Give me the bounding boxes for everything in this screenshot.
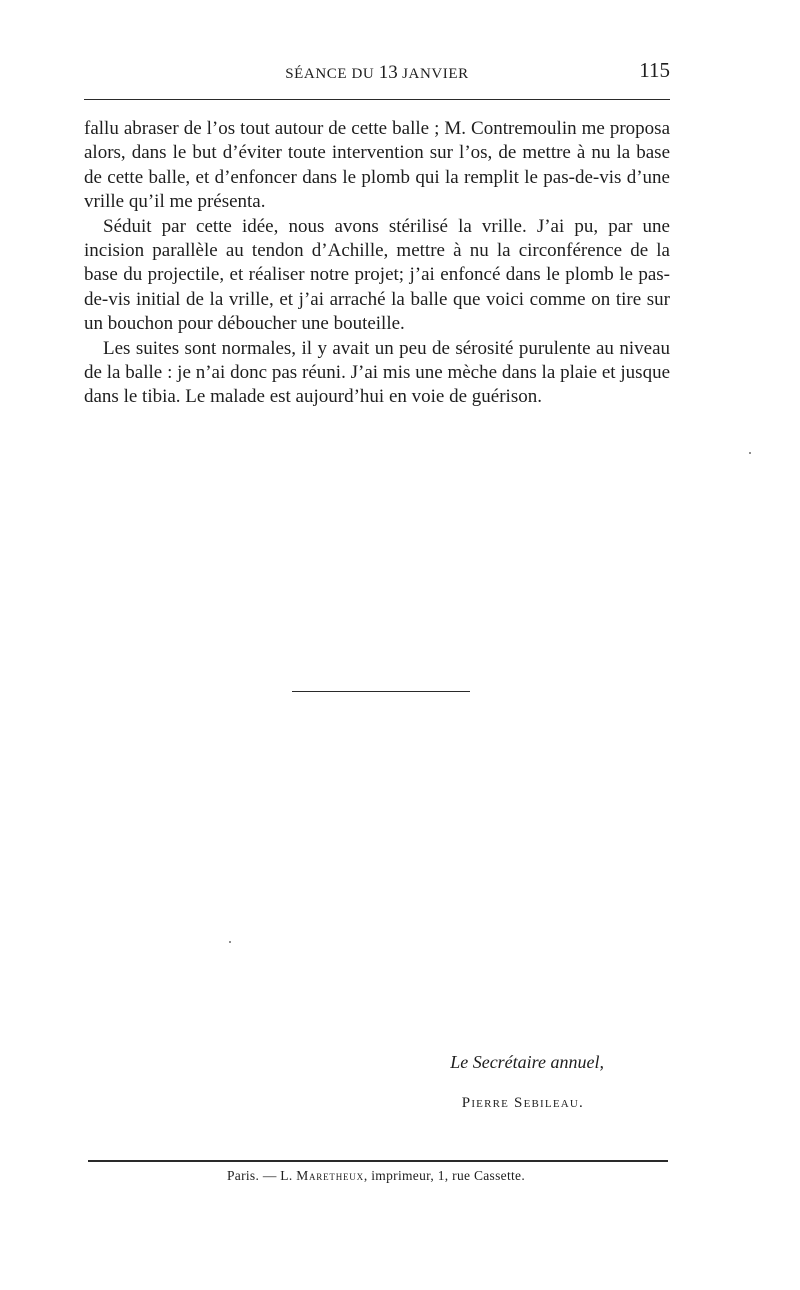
imprint-printer-name: Maretheux — [296, 1168, 364, 1183]
imprint-address: , imprimeur, 1, rue Cassette. — [363, 1168, 526, 1183]
running-head — [84, 58, 670, 88]
body-text — [84, 117, 670, 410]
paragraph: Séduit par cette idée, nous avons stérilisé la vrille. J’ai pu, par une incision parallèle au tendon d’Achille, mettre à nu la circonférence de la base du projectile, et réaliser notre projet; j’ai enfoncé dans le plomb le pas-de-vis initial de la vrille, et j’ai arraché la balle que voici comme on tire sur un bouchon pour déboucher une bouteille. — [84, 215, 670, 335]
section-end-rule — [292, 691, 470, 692]
page-number: 115 — [639, 58, 670, 82]
signature-name: Pierre Sebileau. — [461, 1095, 584, 1111]
paper-speck — [229, 941, 231, 943]
signature-role: Le Secrétaire annuel, — [450, 1052, 604, 1072]
paragraph: fallu abraser de l’os tout autour de cette balle ; M. Contremoulin me proposa alors, dans le but d’éviter toute intervention sur l’os, de mettre à nu la base de cette balle, et d’enfoncer dans le plomb qui la remplit le pas-de-vis d’une vrille qu’il me présenta. — [84, 118, 670, 213]
paper-speck — [749, 452, 751, 454]
imprint-city: Paris. — L. — [226, 1168, 297, 1183]
footer-rule — [88, 1160, 668, 1162]
header-rule — [84, 99, 670, 100]
paragraph: Les suites sont normales, il y avait un peu de sérosité purulente au niveau de la balle : je n’ai donc pas réuni. J’ai mis une mèche dans la plaie et jusque dans le tibia. Le malade est aujourd’hui en voie de guérison. — [84, 337, 670, 408]
running-head-title — [84, 62, 670, 84]
running-head-prefix: SÉANCE DU — [285, 66, 379, 82]
running-head-suffix: JANVIER — [397, 66, 469, 82]
running-head-date-number: 13 — [378, 62, 398, 83]
printer-imprint — [0, 1168, 752, 1184]
